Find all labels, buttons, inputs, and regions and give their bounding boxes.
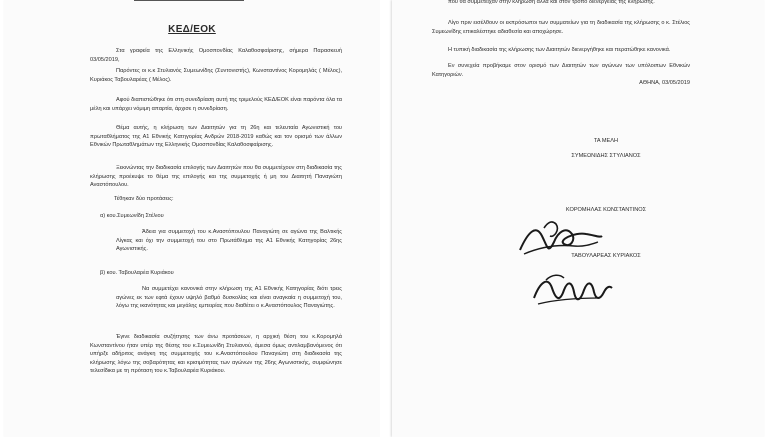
members-title: ΤΑ ΜΕΛΗ <box>593 138 619 144</box>
paragraph-continuation: που θα συμμετείχαν στην κλήρωση αλλά και στον τρόπο διενέργειας της κλήρωσης. <box>448 0 655 5</box>
paragraph-other-categories: Εν συνεχεία προβήκαμε στον ορισμό των Διαιτητών των αγώνων των υπόλοιπων Εθνικών Κατηγοριών. <box>432 63 690 78</box>
proposal-a-text: Άδεια για συμμετοχή του κ.Αναστόπουλου Παναγιώτη σε αγώνα της Βαλτικής Λίγκας και όχι την συμμετοχή του στο Πρωτάθλημα της Α1 Εθνικής Κατηγορίας 26ης Αγωνιστικής. <box>116 229 342 253</box>
right-document-page <box>392 0 764 437</box>
paragraph-location-date: Στα γραφεία της Ελληνικής Ομοσπονδίας Καλαθοσφαίρισης, σήμερα Παρασκευή 03/05/2019, <box>90 48 342 63</box>
proposal-b-label: β) κου. Ταβουλαρέα Κυριάκου <box>100 270 174 276</box>
paragraph-procedure: Η τυπική διαδικασία της κλήρωσης των Διαιτητών διενεργήθηκε και περατώθηκε κανονικά. <box>448 47 671 53</box>
paragraph-attendees: Παρόντες οι κ.κ Στυλιανός Συμεωνίδης (Συντονιστής), Κωνσταντίνος Κορομηλάς ( Μέλος), Κυριάκος Ταβουλαρέας ( Μέλος). <box>90 68 342 83</box>
signature-tavoulareas <box>530 268 614 314</box>
document-title: ΚΕΔ/ΕΟΚ <box>168 24 216 35</box>
member-name-tavoularéas: ΤΑΒΟΥΛΑΡΕΑΣ ΚΥΡΙΑΚΟΣ <box>571 253 641 259</box>
document-date: ΑΘΗΝΑ, 03/05/2019 <box>639 80 690 86</box>
paragraph-quorum: Αφού διαπιστώθηκε ότι στη συνεδρίαση αυτή της τριμελούς ΚΕΔ/ΕΟΚ είναι παρόντα όλα τα μέλη και υπάρχει νόμιμη απαρτία, άρχισε η συνεδρίαση. <box>90 97 342 112</box>
paragraph-referee-selection: Ξεκινώντας την διαδικασία επιλογής των Διαιτητών που θα συμμετέχουν στη διαδικασία της κλήρωσης προέκυψε το θέμα της επιλογής και της συμμετοχής ή μη του Διαιτητή Παναγιώτη Αναστόπουλου. <box>90 165 342 189</box>
cropped-top-line <box>134 0 244 5</box>
page-gutter <box>380 0 392 437</box>
proposal-a-label: α) κου.Συμεωνίδη Στέλιου <box>100 213 164 219</box>
paragraph-discussion: Έγινε διαδικασία συζήτησης των άνω προτάσεων, η αρχική θέση του κ.Κορομηλά Κωνσταντίνου ήταν υπέρ της θέσης του κ.Συμεωνίδη Στυλιανού, άμεσα όμως αντιλαμβανόμενος ότι υπήρξε αδήριτος ανάγκη της συμμετοχής του κ.Αναστόπουλου Παναγιώτη στη διαδικασία της κλήρωσης λόγω της σοβαρότητας και κρισιμότητας των αγώνων της 26ης Αγωνιστικής, συμφώνησε τελεσίδικα με τη πρόταση του κ.Ταβουλαρέα Κυριάκου. <box>90 334 342 375</box>
paragraph-withdrawal: Λίγο πριν εισέλθουν οι εκπρόσωποι των συμματείων για τη διαδικασία της κλήρωσης ο κ. Στέλιος Συμεωνίδης επικαλέστηκε αδιαθεσία και αποχώρησε. <box>432 20 690 35</box>
member-name-symeonidis: ΣΥΜΕΩΝΙΔΗΣ ΣΤΥΛΙΑΝΟΣ <box>571 153 641 159</box>
proposals-heading: Τέθηκαν δύο προτάσεις: <box>114 196 174 202</box>
paragraph-subject: Θέμα αυτής, η κλήρωση των Διαιτητών για τη 26η και τελευταία Αγωνιστική του πρωταθλήματος της Α1 Εθνικής Κατηγορίας Ανδρών 2018-2019 καθώς και τον ορισμό των άλλων Εθνικών Πρωταθλημάτων της Ελληνικής Ομοσπονδίας Καλαθοσφαίρισης. <box>90 125 342 149</box>
proposal-b-text: Να συμμετέχει κανονικά στην κλήρωση της Α1 Εθνικής Κατηγορίας διότι τρεις αγώνες εκ των εφτά έχουν υψηλό βαθμό δυσκολίας και είναι αναγκαία η συμμετοχή του, λόγω της ικανότητας και μεγάλης εμπειρίας που διαθέτει ο κ.Αναστόπουλος Παναγιώτης. <box>116 286 342 310</box>
member-name-koromilas: ΚΟΡΟΜΗΛΑΣ ΚΩΝΣΤΑΝΤΙΝΟΣ <box>565 207 647 213</box>
left-document-page <box>4 0 380 437</box>
